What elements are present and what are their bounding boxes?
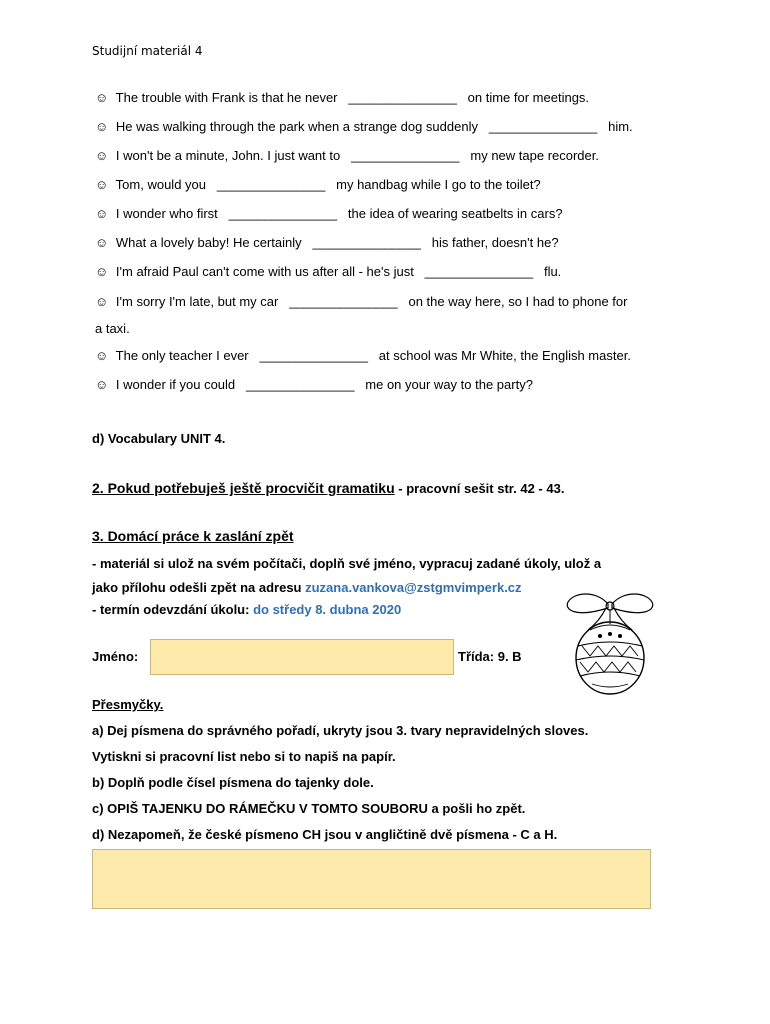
vocabulary-heading: d) Vocabulary UNIT 4. [92,431,226,446]
sentence-text: flu. [543,264,562,279]
section-3-text: jako přílohu odešli zpět na adresu [92,580,306,595]
sentence-text: I wonder if you could [115,377,236,392]
sentence-2 [95,118,633,136]
sentence-6 [95,234,559,252]
sentence-3 [95,147,599,165]
sentence-text: I won't be a minute, John. I just want to [115,148,341,163]
smiley-icon: ☺ [95,206,109,221]
instruction-a-continued: Vytiskni si pracovní list nebo si to napiš na papír. [92,749,396,764]
instruction-c [92,801,525,816]
sentence-8-continuation: a taxi. [95,321,130,336]
section-2-title: 2. Pokud potřebuješ ještě procvičit gramatiku [92,480,395,496]
answer-blank[interactable]: _______________ [228,206,338,221]
answer-blank[interactable]: _______________ [245,377,355,392]
deadline-date: do středy 8. dubna 2020 [253,602,402,617]
section-3-line-3 [92,602,401,617]
section-3-line-2 [92,580,522,595]
sentence-text: on the way here, so I had to phone for [408,294,628,309]
sentence-4 [95,176,541,194]
sentence-text: my handbag while I go to the toilet? [336,177,541,192]
instruction-d: d) Nezapomeň, že české písmeno CH jsou v angličtině dvě písmena - C a H. [92,827,558,842]
sentence-7 [95,263,561,281]
sentence-text: The only teacher I ever [115,348,249,363]
sentence-text: Tom, would you [115,177,206,192]
smiley-icon: ☺ [95,235,109,250]
presmycky-title: Přesmyčky. [92,697,164,712]
sentence-text: his father, doesn't he? [431,235,559,250]
answer-blank[interactable]: _______________ [216,177,326,192]
section-3-title: 3. Domácí práce k zaslání zpět [92,528,294,544]
instruction-a: a) Dej písmena do správného pořadí, ukryty jsou 3. tvary nepravidelných sloves. [92,723,589,738]
section-2-text: - pracovní sešit str. 42 - 43. [394,481,565,496]
sentence-text: The trouble with Frank is that he never [115,90,338,105]
class-label: Třída: 9. B [458,649,522,664]
sentence-text: my new tape recorder. [470,148,599,163]
answer-blank[interactable]: _______________ [351,148,460,163]
answer-blank[interactable]: _______________ [259,348,368,363]
answer-box[interactable] [92,849,651,909]
smiley-icon: ☺ [95,90,109,105]
answer-blank[interactable]: _______________ [424,264,534,279]
smiley-icon: ☺ [95,377,109,392]
sentence-text: on time for meetings. [467,90,590,105]
answer-blank[interactable]: _______________ [488,119,598,134]
section-2 [92,480,564,496]
sentence-text: me on your way to the party? [365,377,533,392]
sentence-text: What a lovely baby! He certainly [115,235,302,250]
instruction-c-text-end: a pošli ho zpět. [427,801,526,816]
name-input-field[interactable] [150,639,454,675]
sentence-text: him. [608,119,633,134]
answer-blank[interactable]: _______________ [312,235,421,250]
sentence-text: I wonder who first [115,206,218,221]
sentence-10 [95,376,533,394]
smiley-icon: ☺ [95,148,109,163]
smiley-icon: ☺ [95,177,109,192]
name-label: Jméno: [92,649,139,664]
instruction-b: b) Doplň podle čísel písmena do tajenky dole. [92,775,374,790]
sentence-9 [95,347,631,365]
sentence-5 [95,205,563,223]
answer-blank[interactable]: _______________ [289,294,398,309]
sentence-text: at school was Mr White, the English master. [378,348,631,363]
smiley-icon: ☺ [95,294,109,309]
sentence-text: I'm sorry I'm late, but my car [115,294,279,309]
page-header: Studijní materiál 4 [92,44,203,58]
section-3-line-1: - materiál si ulož na svém počítači, doplň své jméno, vypracuj zadané úkoly, ulož a [92,556,602,571]
email-link[interactable]: zuzana.vankova@zstgmvimperk.cz [305,580,522,595]
sentence-text: the idea of wearing seatbelts in cars? [347,206,563,221]
sentence-text: I'm afraid Paul can't come with us after all - he's just [115,264,414,279]
sentence-text: He was walking through the park when a strange dog suddenly [115,119,478,134]
easter-egg-icon [556,590,666,698]
sentence-1 [95,89,589,107]
sentence-8 [95,293,627,311]
smiley-icon: ☺ [95,119,109,134]
instruction-c-text: c) OPIŠ TAJENKU DO RÁMEČKU V TOMTO SOUBORU [92,801,428,816]
smiley-icon: ☺ [95,264,109,279]
smiley-icon: ☺ [95,348,109,363]
answer-blank[interactable]: _______________ [348,90,457,105]
deadline-label: - termín odevzdání úkolu: [92,602,254,617]
